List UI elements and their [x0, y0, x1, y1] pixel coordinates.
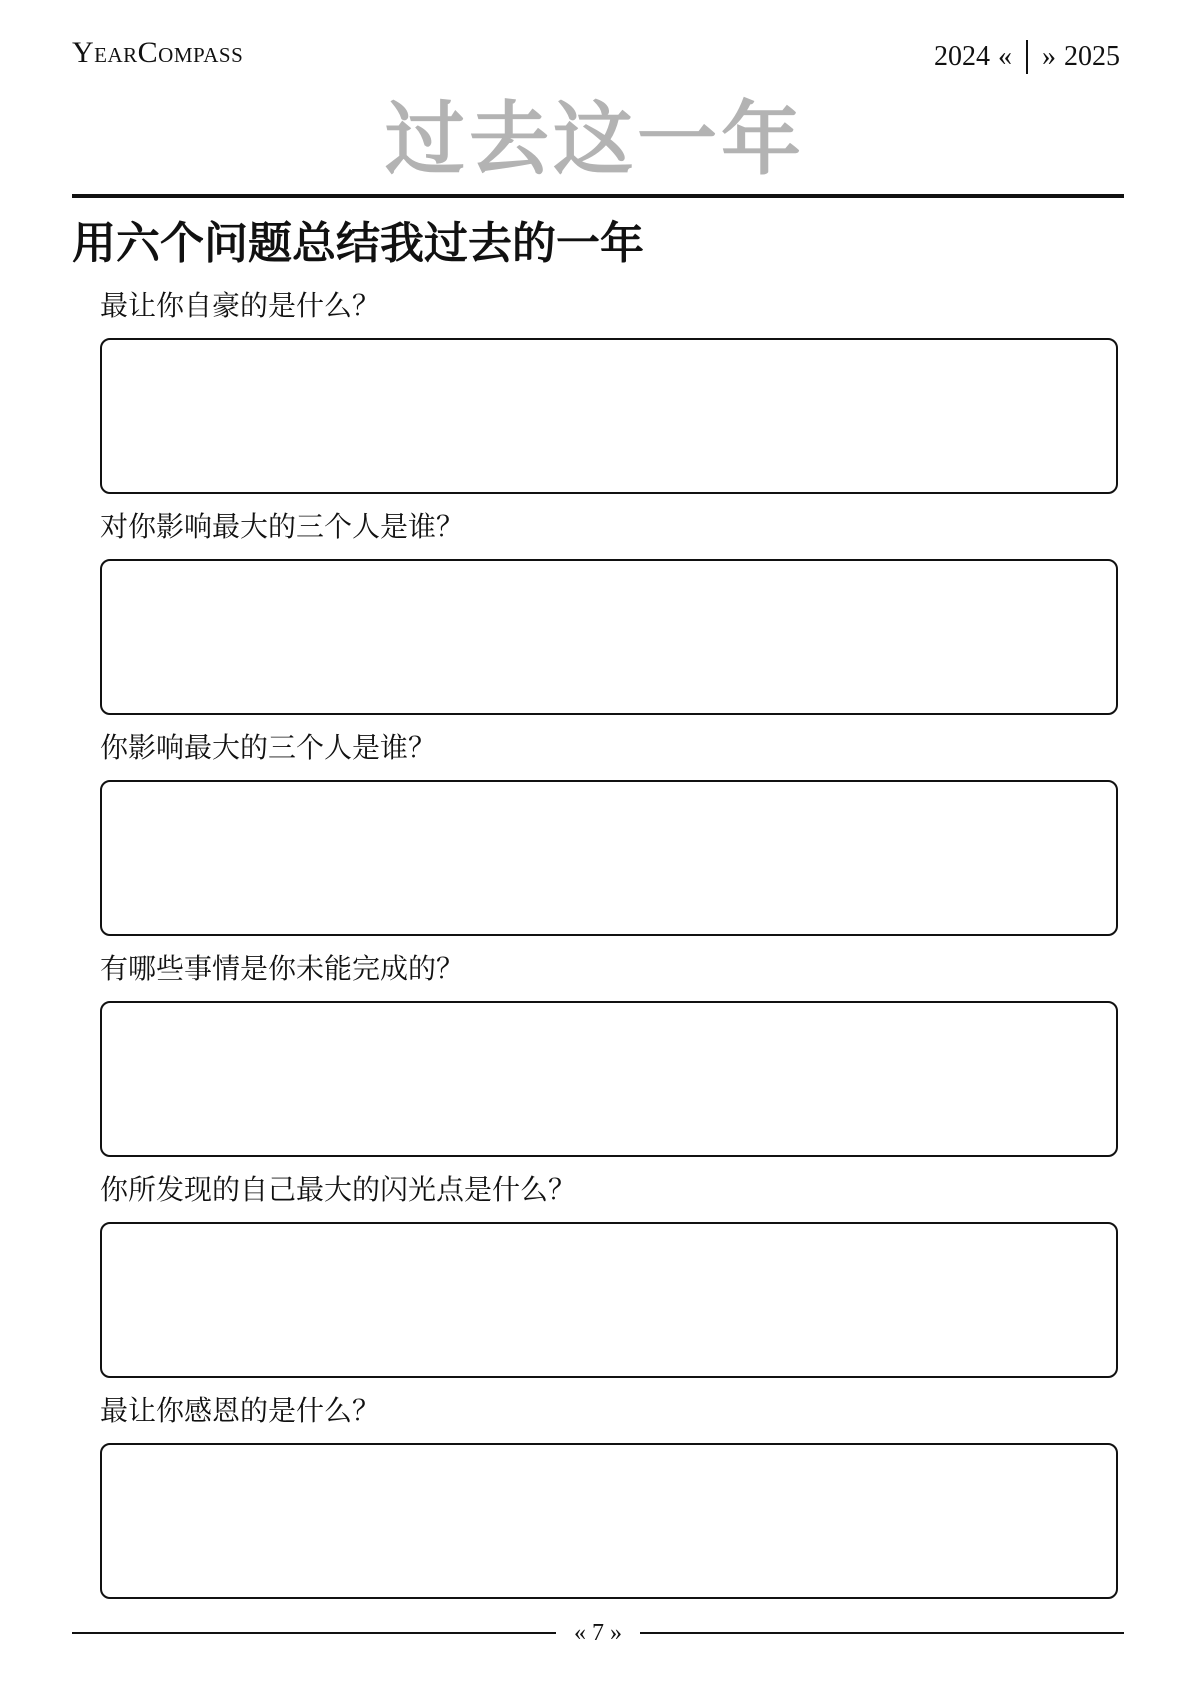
answer-box[interactable] [100, 559, 1118, 715]
section-heading: 用六个问题总结我过去的一年 [72, 218, 644, 269]
answer-box[interactable] [100, 780, 1118, 936]
question-block-3 [100, 728, 1124, 936]
arrow-right-icon: » [1042, 41, 1056, 72]
year-range [934, 40, 1120, 74]
question-block-6 [100, 1391, 1124, 1599]
question-block-5 [100, 1170, 1124, 1378]
question-block-2 [100, 507, 1124, 715]
brand-logo: YearCompass [72, 36, 244, 69]
question-label: 对你影响最大的三个人是谁？ [100, 510, 465, 543]
arrow-left-icon: « [998, 41, 1012, 72]
question-label: 你所发现的自己最大的闪光点是什么？ [100, 1173, 577, 1206]
answer-box[interactable] [100, 1001, 1118, 1157]
year-next: 2025 [1064, 41, 1120, 72]
question-block-4 [100, 949, 1124, 1157]
page-number: « 7 » [574, 1620, 622, 1646]
year-previous: 2024 [934, 41, 990, 72]
question-label: 你影响最大的三个人是谁？ [100, 731, 437, 764]
footer-rule-right [640, 1632, 1124, 1634]
title-divider [72, 194, 1124, 198]
question-label: 最让你自豪的是什么？ [100, 289, 381, 322]
year-divider [1026, 40, 1028, 74]
footer-rule-left [72, 1632, 556, 1634]
question-label: 有哪些事情是你未能完成的？ [100, 952, 465, 985]
page-footer [72, 1618, 1124, 1648]
question-block-1 [100, 286, 1124, 494]
answer-box[interactable] [100, 1222, 1118, 1378]
answer-box[interactable] [100, 338, 1118, 494]
page-title: 过去这一年 [385, 93, 805, 186]
answer-box[interactable] [100, 1443, 1118, 1599]
question-label: 最让你感恩的是什么？ [100, 1394, 381, 1427]
